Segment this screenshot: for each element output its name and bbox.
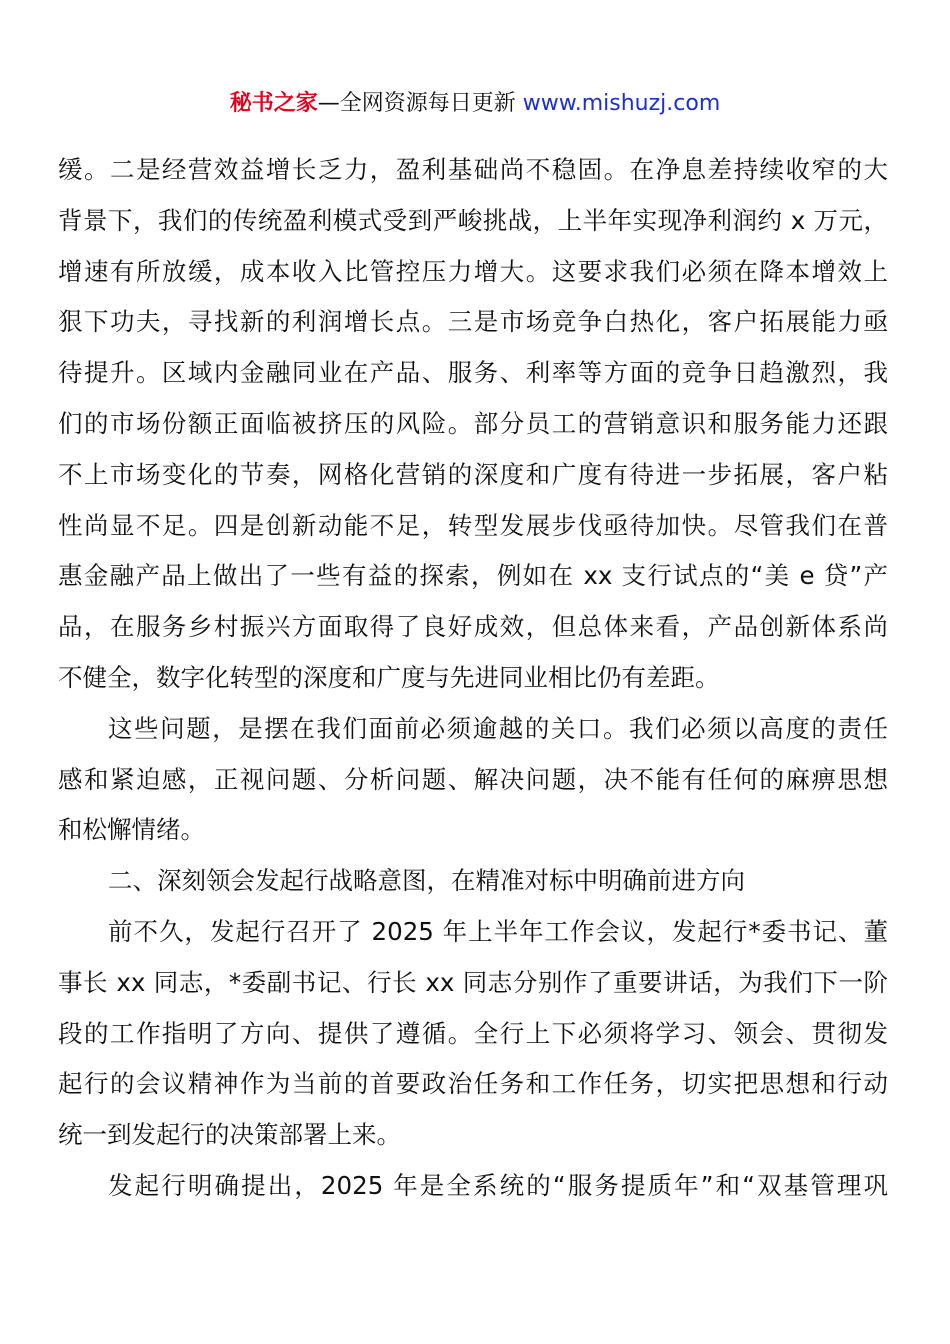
text-line: 起行的会议精神作为当前的首要政治任务和工作任务，切实把思想和行动 (58, 1069, 888, 1099)
text-line: 和松懈情绪。 (58, 815, 205, 845)
section-heading: 二、深刻领会发起行战略意图，在精准对标中明确前进方向 (108, 866, 745, 896)
page-header (0, 88, 950, 120)
text-line: 不上市场变化的节奏，网格化营销的深度和广度有待进一步拓展，客户粘 (58, 459, 888, 489)
text-line: 前不久，发起行召开了 2025 年上半年工作会议，发起行*委书记、董 (108, 916, 888, 946)
text-line: 不健全，数字化转型的深度和广度与先进同业相比仍有差距。 (58, 662, 720, 692)
text-line: 这些问题，是摆在我们面前必须逾越的关口。我们必须以高度的责任 (108, 713, 888, 743)
text-line: 统一到发起行的决策部署上来。 (58, 1120, 401, 1150)
text-line: 背景下，我们的传统盈利模式受到严峻挑战，上半年实现净利润约 x 万元， (58, 205, 888, 235)
site-url[interactable]: www.mishuzj.com (522, 91, 721, 116)
brand-name: 秘书之家 (229, 91, 318, 116)
text-line: 性尚显不足。四是创新动能不足，转型发展步伐亟待加快。尽管我们在普 (58, 510, 888, 540)
document-body (58, 145, 888, 1212)
text-line: 惠金融产品上做出了一些有益的探索，例如在 xx 支行试点的“美 e 贷”产 (58, 561, 888, 591)
text-line: 待提升。区域内金融同业在产品、服务、利率等方面的竞争日趋激烈，我 (58, 358, 888, 388)
header-tagline: —全网资源每日更新 (317, 91, 523, 116)
text-line: 缓。二是经营效益增长乏力，盈利基础尚不稳固。在净息差持续收窄的大 (58, 155, 888, 184)
text-line: 增速有所放缓，成本收入比管控压力增大。这要求我们必须在降本增效上 (58, 256, 888, 286)
text-line: 发起行明确提出，2025 年是全系统的“服务提质年”和“双基管理巩 (108, 1170, 888, 1200)
text-line: 事长 xx 同志，*委副书记、行长 xx 同志分别作了重要讲话，为我们下一阶 (58, 967, 888, 997)
text-line: 们的市场份额正面临被挤压的风险。部分员工的营销意识和服务能力还跟 (58, 408, 888, 438)
text-line: 段的工作指明了方向、提供了遵循。全行上下必须将学习、领会、贯彻发 (58, 1018, 888, 1048)
text-line: 感和紧迫感，正视问题、分析问题、解决问题，决不能有任何的麻痹思想 (58, 764, 888, 794)
text-line: 品，在服务乡村振兴方面取得了良好成效，但总体来看，产品创新体系尚 (58, 612, 888, 642)
text-line: 狠下功夫，寻找新的利润增长点。三是市场竞争白热化，客户拓展能力亟 (58, 307, 888, 337)
